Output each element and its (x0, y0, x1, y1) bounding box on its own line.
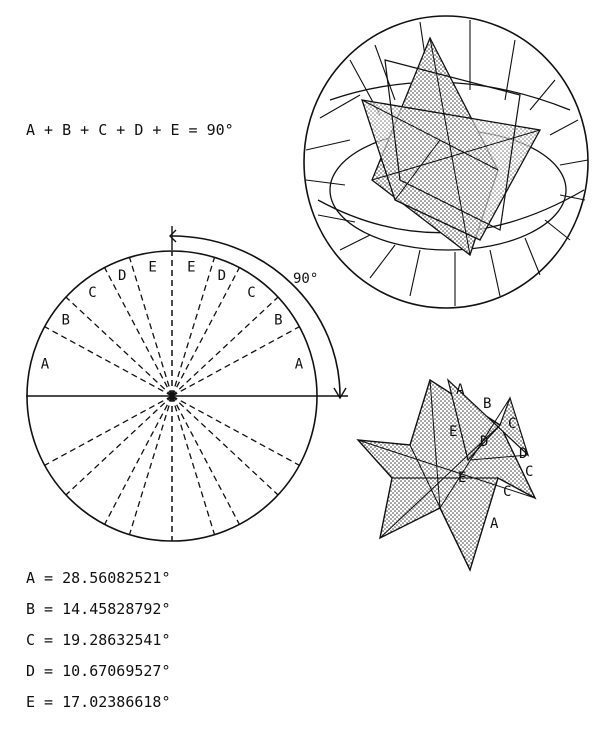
circle-label-left-2: C (88, 284, 97, 301)
spoke-lower-left-0 (45, 396, 172, 465)
circle-label-left-4: E (148, 259, 157, 276)
angle-list (26, 568, 171, 723)
spoke-upper-left-3 (130, 257, 173, 396)
angle-a-value: A = 28.56082521° (26, 569, 171, 587)
ninety-degree-arc (170, 226, 346, 398)
angle-b-value: B = 14.45828792° (26, 600, 171, 618)
piece-label-a-top: A (456, 382, 465, 398)
spoke-upper-right-3 (172, 257, 215, 396)
piece-label-e-inner: E (458, 470, 467, 486)
spherical-polyhedron (304, 16, 588, 308)
piece-label-c-top: C (508, 416, 517, 432)
circle-label-right-4: E (187, 259, 196, 276)
piece-label-d-right: D (519, 446, 528, 462)
angle-d-value: D = 10.67069527° (26, 662, 171, 680)
piece-label-d-inner: D (480, 434, 489, 450)
piece-label-b: B (483, 396, 492, 412)
circle-label-left-0: A (40, 356, 50, 373)
divided-circle (26, 251, 348, 541)
circle-label-left-3: D (117, 267, 127, 284)
arc-label: 90° (293, 271, 319, 287)
circle-label-right-1: B (274, 312, 283, 329)
spoke-upper-right-0 (172, 327, 299, 396)
spoke-upper-left-0 (45, 327, 172, 396)
circle-label-left-1: B (61, 312, 70, 329)
angle-e-value: E = 17.02386618° (26, 693, 171, 711)
piece-label-a-bottom: A (490, 516, 499, 532)
sum-equation: A + B + C + D + E = 90° (26, 121, 234, 139)
spoke-lower-right-0 (172, 396, 299, 465)
spoke-lower-right-3 (172, 396, 215, 535)
spoke-lower-left-3 (130, 396, 173, 535)
angle-c-value: C = 19.28632541° (26, 631, 171, 649)
circle-label-right-2: C (247, 284, 256, 301)
star-piece (358, 380, 535, 570)
circle-label-right-0: A (294, 356, 304, 373)
piece-label-c-right: C (525, 464, 534, 480)
circle-label-right-3: D (217, 267, 227, 284)
piece-label-c-bottom: C (503, 484, 512, 500)
piece-label-e-top: E (449, 424, 458, 440)
